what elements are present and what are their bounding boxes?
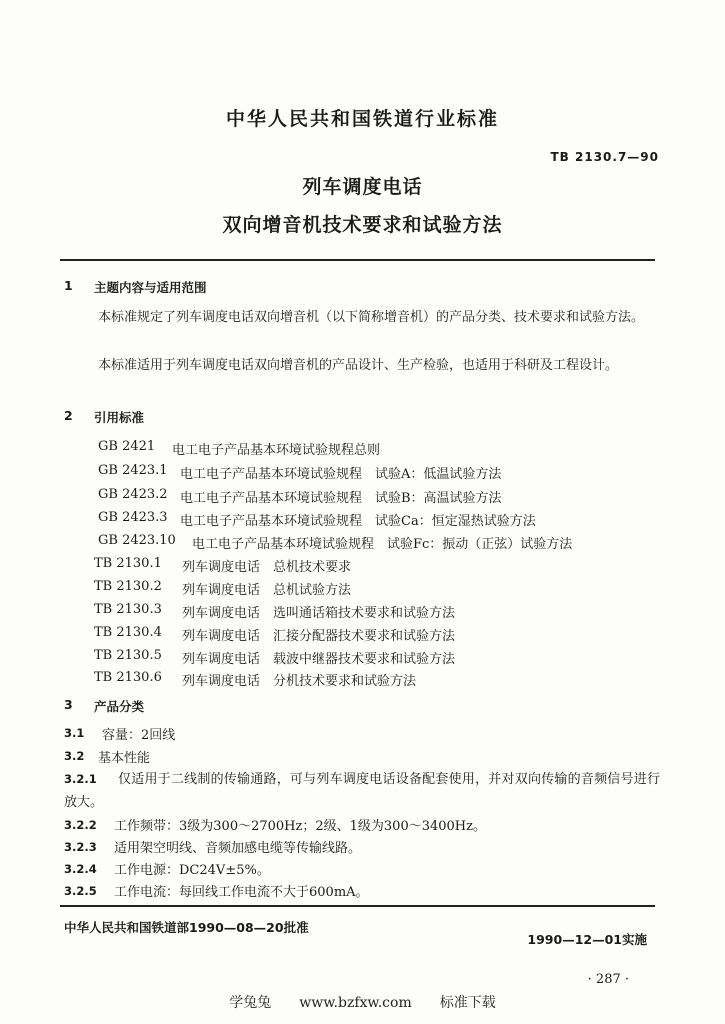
clause-number: 3.2.2 <box>64 818 97 832</box>
clause-text: 工作电源：DC24V±5%。 <box>114 863 270 878</box>
section-number: 3 <box>64 697 73 712</box>
section-1-paragraph-1: 本标准规定了列车调度电话双向增音机（以下简称增音机）的产品分类、技术要求和试验方法。 <box>98 310 645 325</box>
reference-code: GB 2423.10 <box>98 533 176 548</box>
reference-code: TB 2130.3 <box>94 602 162 617</box>
reference-code: TB 2130.5 <box>94 648 162 663</box>
clause-text: 工作电流：每回线工作电流不大于600mA。 <box>114 885 369 900</box>
reference-title: 列车调度电话 分机技术要求和试验方法 <box>182 674 417 689</box>
clause-number: 3.2 <box>64 749 85 763</box>
reference-code: GB 2423.2 <box>98 487 168 502</box>
issuing-agency: 中华人民共和国铁道行业标准 <box>225 108 499 130</box>
reference-code: TB 2130.1 <box>94 556 162 571</box>
reference-title: 列车调度电话 载波中继器技术要求和试验方法 <box>182 652 456 667</box>
footer-divider <box>60 905 655 907</box>
approval-line: 中华人民共和国铁道部1990—08—20批准 <box>64 920 309 935</box>
reference-code: GB 2421 <box>98 439 156 454</box>
clause-text: 基本性能 <box>98 751 151 766</box>
clause-number: 3.2.3 <box>64 840 97 854</box>
reference-title: 列车调度电话 汇接分配器技术要求和试验方法 <box>182 629 456 644</box>
reference-title: 电工电子产品基本环境试验规程 试验B：高温试验方法 <box>180 491 502 506</box>
section-1-paragraph-2: 本标准适用于列车调度电话双向增音机的产品设计、生产检验，也适用于科研及工程设计。 <box>98 358 619 373</box>
reference-title: 电工电子产品基本环境试验规程 试验Fc：振动（正弦）试验方法 <box>192 537 573 552</box>
clause-number: 3.2.5 <box>64 884 97 898</box>
document-title-line2: 双向增音机技术要求和试验方法 <box>222 214 503 236</box>
reference-title: 电工电子产品基本环境试验规程总则 <box>172 443 381 458</box>
reference-code: TB 2130.6 <box>94 670 162 685</box>
clause-text: 适用架空明线、音频加感电缆等传输线路。 <box>114 841 362 856</box>
clause-number: 3.1 <box>64 726 85 740</box>
clause-number: 3.2.1 <box>64 772 97 786</box>
reference-title: 电工电子产品基本环境试验规程 试验Ca：恒定湿热试验方法 <box>180 514 536 529</box>
reference-title: 列车调度电话 选叫通话箱技术要求和试验方法 <box>182 606 456 621</box>
clause-number: 3.2.4 <box>64 862 97 876</box>
section-number: 2 <box>64 408 73 423</box>
site-watermark: 学兔兔 www.bzfxw.com 标准下载 <box>229 995 496 1011</box>
reference-title: 电工电子产品基本环境试验规程 试验A：低温试验方法 <box>180 467 502 482</box>
page-number: · 287 · <box>587 972 629 987</box>
section-number: 1 <box>64 278 73 293</box>
reference-code: GB 2423.3 <box>98 510 168 525</box>
reference-title: 列车调度电话 总机试验方法 <box>182 583 352 598</box>
section-title: 引用标准 <box>94 410 145 425</box>
reference-code: GB 2423.1 <box>98 463 168 478</box>
reference-code: TB 2130.2 <box>94 579 162 594</box>
section-title: 产品分类 <box>94 699 145 714</box>
reference-code: TB 2130.4 <box>94 625 162 640</box>
implementation-date: 1990—12—01实施 <box>527 932 647 947</box>
document-title-line1: 列车调度电话 <box>302 176 423 198</box>
standard-code: TB 2130.7—90 <box>550 150 659 164</box>
clause-text: 工作频带：3级为300～2700Hz；2级、1级为300～3400Hz。 <box>114 819 486 834</box>
clause-text: 容量：2回线 <box>102 728 176 743</box>
reference-title: 列车调度电话 总机技术要求 <box>182 560 352 575</box>
clause-text: 仅适用于二线制的传输通路，可与列车调度电话设备配套使用，并对双向传输的音频信号进行放大。 <box>64 772 660 810</box>
header-divider <box>60 259 655 261</box>
section-title: 主题内容与适用范围 <box>94 280 207 295</box>
